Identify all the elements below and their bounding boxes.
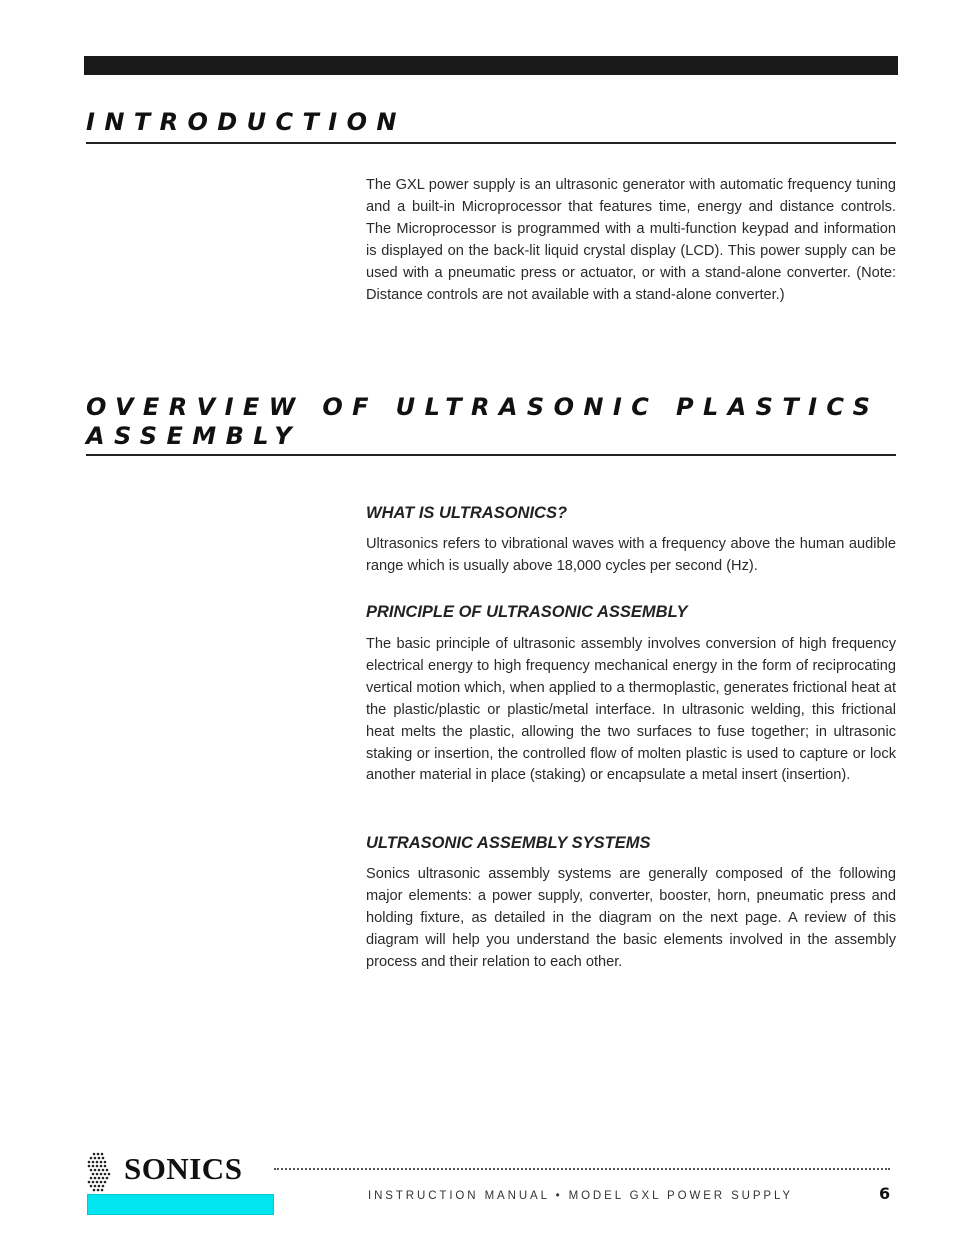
logo-accent-bar [87, 1194, 274, 1215]
subsection-paragraph: Ultrasonics refers to vibrational waves with a frequency above the human audible range which is usually above 18,000 cycles per second (Hz). [366, 536, 896, 574]
introduction-title: INTRODUCTION [86, 108, 406, 136]
sonics-logo-text: SONICS [124, 1151, 243, 1186]
footer-dotted-rule [274, 1168, 890, 1170]
header-bar [84, 56, 898, 75]
sonics-logo-icon [86, 1152, 114, 1192]
subsection-heading: WHAT IS ULTRASONICS? [366, 504, 568, 522]
footer-caption: INSTRUCTION MANUAL • MODEL GXL POWER SUPPLY [368, 1190, 794, 1202]
subsection-heading: PRINCIPLE OF ULTRASONIC ASSEMBLY [366, 603, 688, 621]
subsection-paragraph: The basic principle of ultrasonic assembly involves conversion of high frequency electrical energy to high frequency mechanical energy in the form of reciprocating vertical motion which, when applied to a thermoplastic, generates frictional heat at the plastic/plastic or plastic/metal interface. In ultrasonic welding, this frictional heat melts the plastic, allowing the two surfaces to fuse together; in ultrasonic staking or insertion, the controlled flow of molten plastic is used to capture or lock another material in place (staking) or encapsulate a metal insert (insertion). [366, 636, 896, 784]
overview-rule [86, 454, 896, 456]
subsection-paragraph: Sonics ultrasonic assembly systems are generally composed of the following major elements: a power supply, converter, booster, horn, pneumatic press and holding fixture, as detailed in the diagram on the next page. A review of this diagram will help you understand the basic elements involved in the assembly process and their relation to each other. [366, 866, 896, 970]
page-number: 6 [879, 1184, 891, 1203]
subsection-heading: ULTRASONIC ASSEMBLY SYSTEMS [366, 834, 651, 852]
subsection-principle [366, 602, 896, 787]
introduction-paragraph: The GXL power supply is an ultrasonic generator with automatic frequency tuning and a built-in Microprocessor that features time, energy and distance controls. The Microprocessor is programmed with a multi-function keypad and information is displayed on the back-lit liquid crystal display (LCD). This power supply can be used with a pneumatic press or actuator, or with a stand-alone converter. (Note: Distance controls are not available with a stand-alone converter.) [366, 177, 896, 303]
subsection-systems [366, 833, 896, 974]
introduction-body [366, 175, 896, 306]
overview-title: OVERVIEW OF ULTRASONIC PLASTICS ASSEMBLY [86, 393, 880, 450]
subsection-what-is-ultrasonics [366, 503, 896, 578]
introduction-rule [86, 142, 896, 144]
